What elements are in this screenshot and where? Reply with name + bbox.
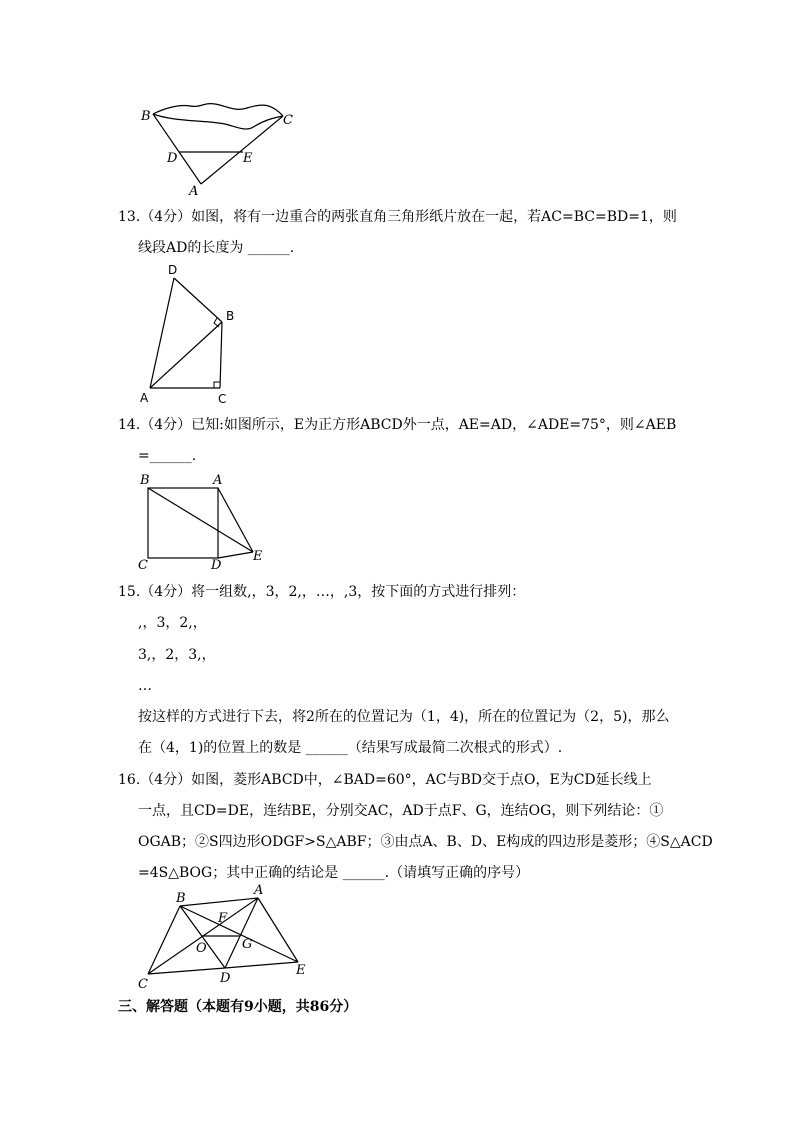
segment-DB <box>174 278 222 322</box>
q15-line-1: 15.（4分）将一组数,，3，2,，…，,3，按下面的方式进行排列： <box>118 584 526 600</box>
label-B: B <box>140 473 150 488</box>
segment-DE <box>218 552 253 558</box>
q14-line-1: 14.（4分）已知:如图所示，E为正方形ABCD外一点，AE=AD，∠ADE=75°，则∠AEB <box>118 417 677 433</box>
segment-BC <box>148 906 180 974</box>
q15-line-3: 在（4，1)的位置上的数是 ______（结果写成最简二次根式的形式）. <box>138 740 563 756</box>
q15-row-3: … <box>138 678 152 694</box>
figure-q16-svg <box>130 884 330 994</box>
segment-DE <box>225 962 298 968</box>
q16-line-3: OGAB；②S四边形ODGF>S△ABF；③由点A、B、D、E构成的四边形是菱形；④S△ACD <box>138 834 713 850</box>
segment-BC <box>220 322 222 388</box>
segment-CA <box>201 116 283 184</box>
q15-line-2: 按这样的方式进行下去，将2所在的位置记为（1，4)，所在的位置记为（2，5)，那么 <box>138 709 670 725</box>
segment-AD <box>225 898 258 968</box>
label-B: B <box>176 891 186 906</box>
segment-BA <box>180 898 258 906</box>
label-F: F <box>218 911 228 926</box>
figure-q16 <box>130 884 330 994</box>
label-G: G <box>242 937 253 952</box>
q15-row-2: 3,，2，3,， <box>138 647 216 663</box>
label-D: D <box>220 971 231 986</box>
right-angle-C <box>214 382 220 388</box>
figure-q14 <box>135 472 275 572</box>
figure-q12-svg <box>135 98 305 198</box>
label-E: E <box>296 963 306 978</box>
label-A: A <box>254 883 264 898</box>
wavy-edge-top <box>153 104 283 116</box>
label-B: B <box>226 309 235 323</box>
label-A: A <box>189 184 199 199</box>
segment-BE <box>148 488 253 552</box>
segment-BA <box>153 114 201 184</box>
wavy-edge-bottom <box>153 114 283 129</box>
figure-q13-svg <box>140 262 250 407</box>
label-C: C <box>218 392 227 406</box>
section-3-heading: 三、解答题（本题有9小题，共86分） <box>118 999 358 1015</box>
label-O: O <box>196 941 207 956</box>
q14-line-2: =______. <box>138 448 197 464</box>
label-E: E <box>253 549 263 564</box>
figure-q14-svg <box>135 472 275 572</box>
segment-BA <box>150 322 222 388</box>
label-B: B <box>141 109 151 124</box>
q16-line-1: 16.（4分）如图，菱形ABCD中，∠BAD=60°，AC与BD交于点O，E为CD延长线上 <box>118 772 652 788</box>
label-A: A <box>140 391 149 405</box>
figure-q13 <box>140 262 250 407</box>
label-C: C <box>283 113 293 128</box>
q16-line-2: 一点，且CD=DE，连结BE，分别交AC，AD于点F、G，连结OG，则下列结论：① <box>138 803 664 819</box>
label-A: A <box>213 473 223 488</box>
segment-DA <box>150 278 174 388</box>
label-D: D <box>167 151 178 166</box>
figure-q12 <box>135 98 305 198</box>
label-E: E <box>243 151 253 166</box>
q13-line-1: 13.（4分）如图，将有一边重合的两张直角三角形纸片放在一起，若AC=BC=BD=1，则 <box>118 209 677 225</box>
label-D: D <box>168 263 178 277</box>
label-C: C <box>138 558 148 573</box>
square-ABCD <box>148 488 218 558</box>
label-D: D <box>211 558 222 573</box>
q13-line-2: 线段AD的长度为 ______. <box>138 240 295 256</box>
q16-line-4: =4S△BOG；其中正确的结论是 ______.（请填写正确的序号） <box>138 865 530 881</box>
segment-CD <box>148 968 225 974</box>
segment-AE <box>218 488 253 552</box>
label-C: C <box>138 977 148 992</box>
q15-row-1: ,，3，2,， <box>138 615 207 631</box>
